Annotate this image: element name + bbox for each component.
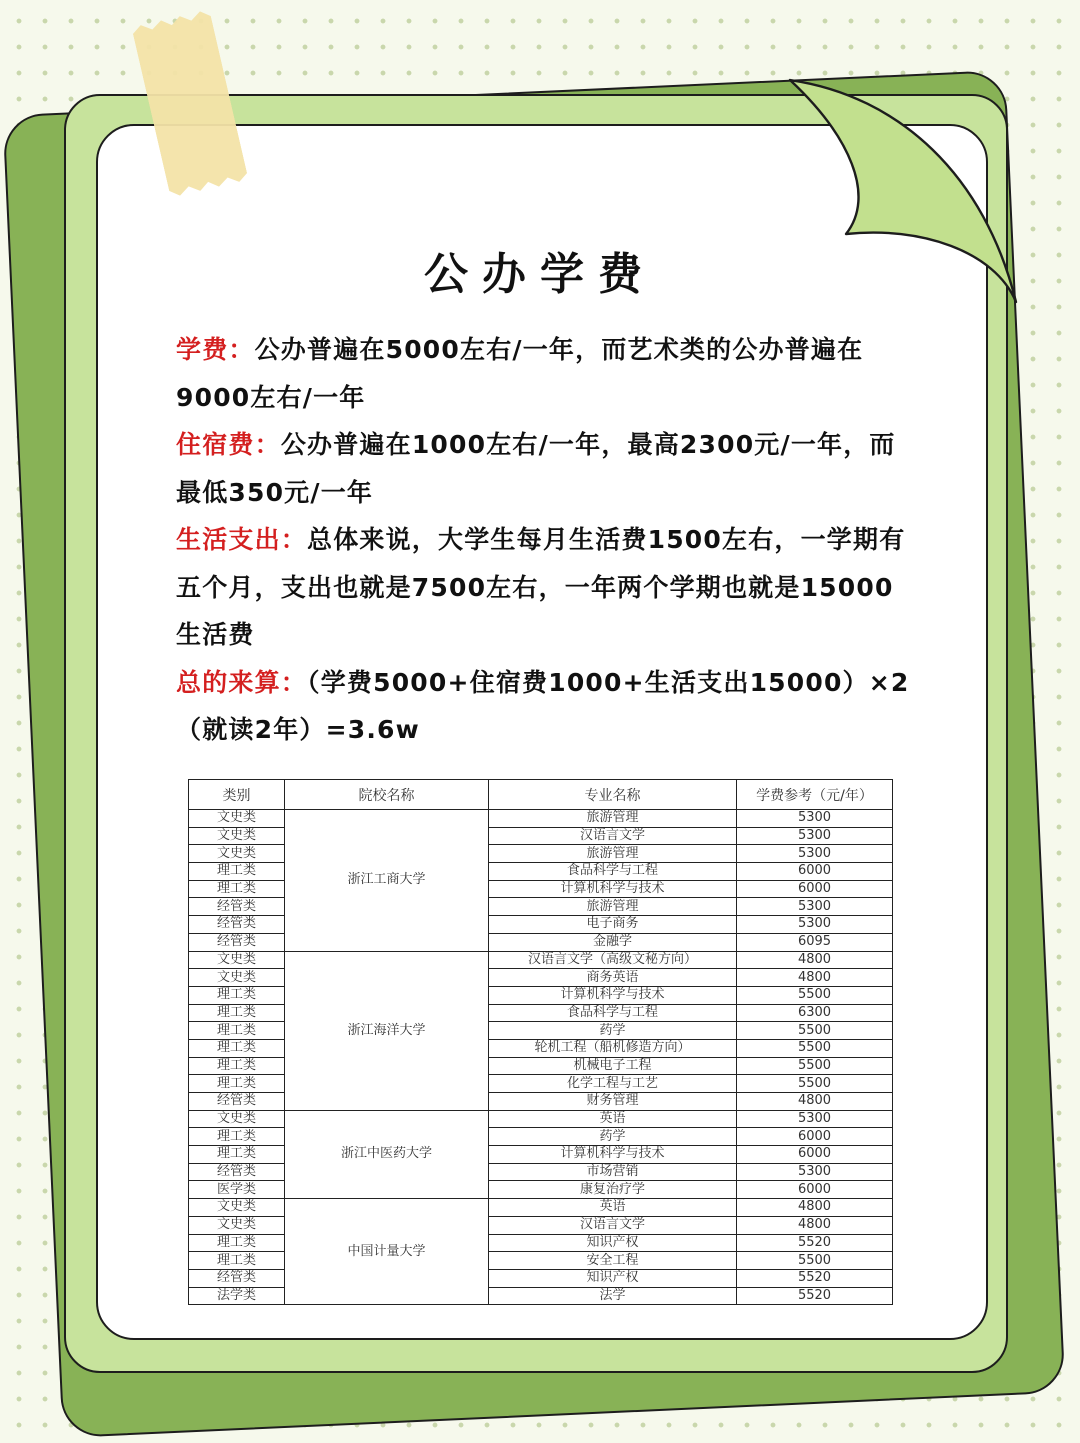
tuition-cell: 6000 — [737, 1181, 893, 1199]
intro-content: 公办普遍在1000左右/一年，最高2300元/一年，而最低350元/一年 — [176, 430, 896, 507]
tuition-cell: 5520 — [737, 1269, 893, 1287]
tuition-table — [188, 779, 893, 1305]
school-cell: 浙江工商大学 — [285, 810, 489, 952]
page-title: 公办学费 — [424, 249, 656, 300]
category-cell: 法学类 — [189, 1287, 285, 1305]
major-cell: 化学工程与工艺 — [489, 1075, 737, 1093]
tuition-cell: 5300 — [737, 845, 893, 863]
tuition-cell: 6300 — [737, 1004, 893, 1022]
tuition-cell: 5300 — [737, 827, 893, 845]
tuition-cell: 5500 — [737, 1252, 893, 1270]
major-cell: 知识产权 — [489, 1234, 737, 1252]
major-cell: 安全工程 — [489, 1252, 737, 1270]
tuition-cell: 6095 — [737, 933, 893, 951]
intro-item-living — [176, 516, 916, 659]
category-cell: 文史类 — [189, 969, 285, 987]
major-cell: 英语 — [489, 1199, 737, 1217]
intro-item-tuition — [176, 326, 916, 421]
major-cell: 康复治疗学 — [489, 1181, 737, 1199]
tuition-cell: 5300 — [737, 898, 893, 916]
major-cell: 食品科学与工程 — [489, 1004, 737, 1022]
major-cell: 药学 — [489, 1022, 737, 1040]
intro-item-lodging — [176, 421, 916, 516]
tuition-cell: 5500 — [737, 1075, 893, 1093]
intro-label: 总的来算： — [176, 667, 308, 697]
school-cell: 中国计量大学 — [285, 1199, 489, 1305]
column-header: 学费参考（元/年） — [737, 780, 893, 810]
major-cell: 旅游管理 — [489, 810, 737, 828]
category-cell: 理工类 — [189, 1004, 285, 1022]
category-cell: 经管类 — [189, 1269, 285, 1287]
tuition-cell: 6000 — [737, 1128, 893, 1146]
category-cell: 经管类 — [189, 898, 285, 916]
table-row — [189, 951, 893, 969]
tuition-cell: 5300 — [737, 1110, 893, 1128]
tuition-cell: 6000 — [737, 880, 893, 898]
tuition-cell: 5520 — [737, 1234, 893, 1252]
tuition-cell: 5500 — [737, 986, 893, 1004]
intro-item-total — [176, 659, 916, 754]
table-header-row — [189, 780, 893, 810]
major-cell: 财务管理 — [489, 1093, 737, 1111]
category-cell: 理工类 — [189, 1252, 285, 1270]
category-cell: 经管类 — [189, 1093, 285, 1111]
major-cell: 轮机工程（船机修造方向） — [489, 1039, 737, 1057]
major-cell: 旅游管理 — [489, 845, 737, 863]
category-cell: 理工类 — [189, 1234, 285, 1252]
category-cell: 理工类 — [189, 1057, 285, 1075]
category-cell: 文史类 — [189, 951, 285, 969]
category-cell: 文史类 — [189, 1199, 285, 1217]
tuition-cell: 5520 — [737, 1287, 893, 1305]
table-row — [189, 1110, 893, 1128]
category-cell: 经管类 — [189, 916, 285, 934]
tuition-cell: 5300 — [737, 916, 893, 934]
major-cell: 机械电子工程 — [489, 1057, 737, 1075]
intro-label: 生活支出： — [176, 525, 308, 554]
column-header: 院校名称 — [285, 780, 489, 810]
category-cell: 理工类 — [189, 986, 285, 1004]
tuition-cell: 6000 — [737, 1146, 893, 1164]
tuition-cell: 5500 — [737, 1057, 893, 1075]
category-cell: 理工类 — [189, 1039, 285, 1057]
major-cell: 法学 — [489, 1287, 737, 1305]
major-cell: 食品科学与工程 — [489, 863, 737, 881]
major-cell: 旅游管理 — [489, 898, 737, 916]
category-cell: 理工类 — [189, 880, 285, 898]
table-row — [189, 1199, 893, 1217]
major-cell: 汉语言文学 — [489, 1216, 737, 1234]
table-row — [189, 810, 893, 828]
intro-content: （学费5000+住宿费1000+生活支出15000）×2（就读2年）=3.6w — [176, 667, 910, 744]
major-cell: 计算机科学与技术 — [489, 1146, 737, 1164]
major-cell: 英语 — [489, 1110, 737, 1128]
category-cell: 理工类 — [189, 1128, 285, 1146]
category-cell: 理工类 — [189, 1146, 285, 1164]
intro-content: 公办普遍在5000左右/一年，而艺术类的公办普遍在9000左右/一年 — [176, 335, 864, 412]
table-body — [189, 810, 893, 1305]
tuition-cell: 4800 — [737, 969, 893, 987]
tuition-table-wrapper — [188, 779, 892, 1305]
major-cell: 市场营销 — [489, 1163, 737, 1181]
intro-label: 住宿费： — [176, 430, 281, 459]
tuition-cell: 5500 — [737, 1022, 893, 1040]
intro-label: 学费： — [176, 335, 255, 364]
tuition-cell: 4800 — [737, 1199, 893, 1217]
major-cell: 金融学 — [489, 933, 737, 951]
major-cell: 知识产权 — [489, 1269, 737, 1287]
tuition-cell: 5300 — [737, 810, 893, 828]
school-cell: 浙江海洋大学 — [285, 951, 489, 1110]
tuition-cell: 4800 — [737, 951, 893, 969]
category-cell: 文史类 — [189, 810, 285, 828]
tuition-cell: 5500 — [737, 1039, 893, 1057]
category-cell: 医学类 — [189, 1181, 285, 1199]
category-cell: 文史类 — [189, 1216, 285, 1234]
category-cell: 文史类 — [189, 845, 285, 863]
intro-text — [176, 326, 916, 754]
major-cell: 汉语言文学 — [489, 827, 737, 845]
major-cell: 计算机科学与技术 — [489, 986, 737, 1004]
category-cell: 理工类 — [189, 1075, 285, 1093]
category-cell: 文史类 — [189, 827, 285, 845]
category-cell: 文史类 — [189, 1110, 285, 1128]
school-cell: 浙江中医药大学 — [285, 1110, 489, 1198]
major-cell: 计算机科学与技术 — [489, 880, 737, 898]
category-cell: 理工类 — [189, 863, 285, 881]
category-cell: 经管类 — [189, 933, 285, 951]
column-header: 专业名称 — [489, 780, 737, 810]
category-cell: 理工类 — [189, 1022, 285, 1040]
major-cell: 电子商务 — [489, 916, 737, 934]
category-cell: 经管类 — [189, 1163, 285, 1181]
tuition-cell: 5300 — [737, 1163, 893, 1181]
tuition-cell: 4800 — [737, 1216, 893, 1234]
tuition-cell: 4800 — [737, 1093, 893, 1111]
major-cell: 商务英语 — [489, 969, 737, 987]
column-header: 类别 — [189, 780, 285, 810]
major-cell: 汉语言文学（高级文秘方向） — [489, 951, 737, 969]
tuition-cell: 6000 — [737, 863, 893, 881]
major-cell: 药学 — [489, 1128, 737, 1146]
intro-content: 总体来说，大学生每月生活费1500左右，一学期有五个月，支出也就是7500左右，一年两个学期也就是15000生活费 — [176, 525, 906, 649]
